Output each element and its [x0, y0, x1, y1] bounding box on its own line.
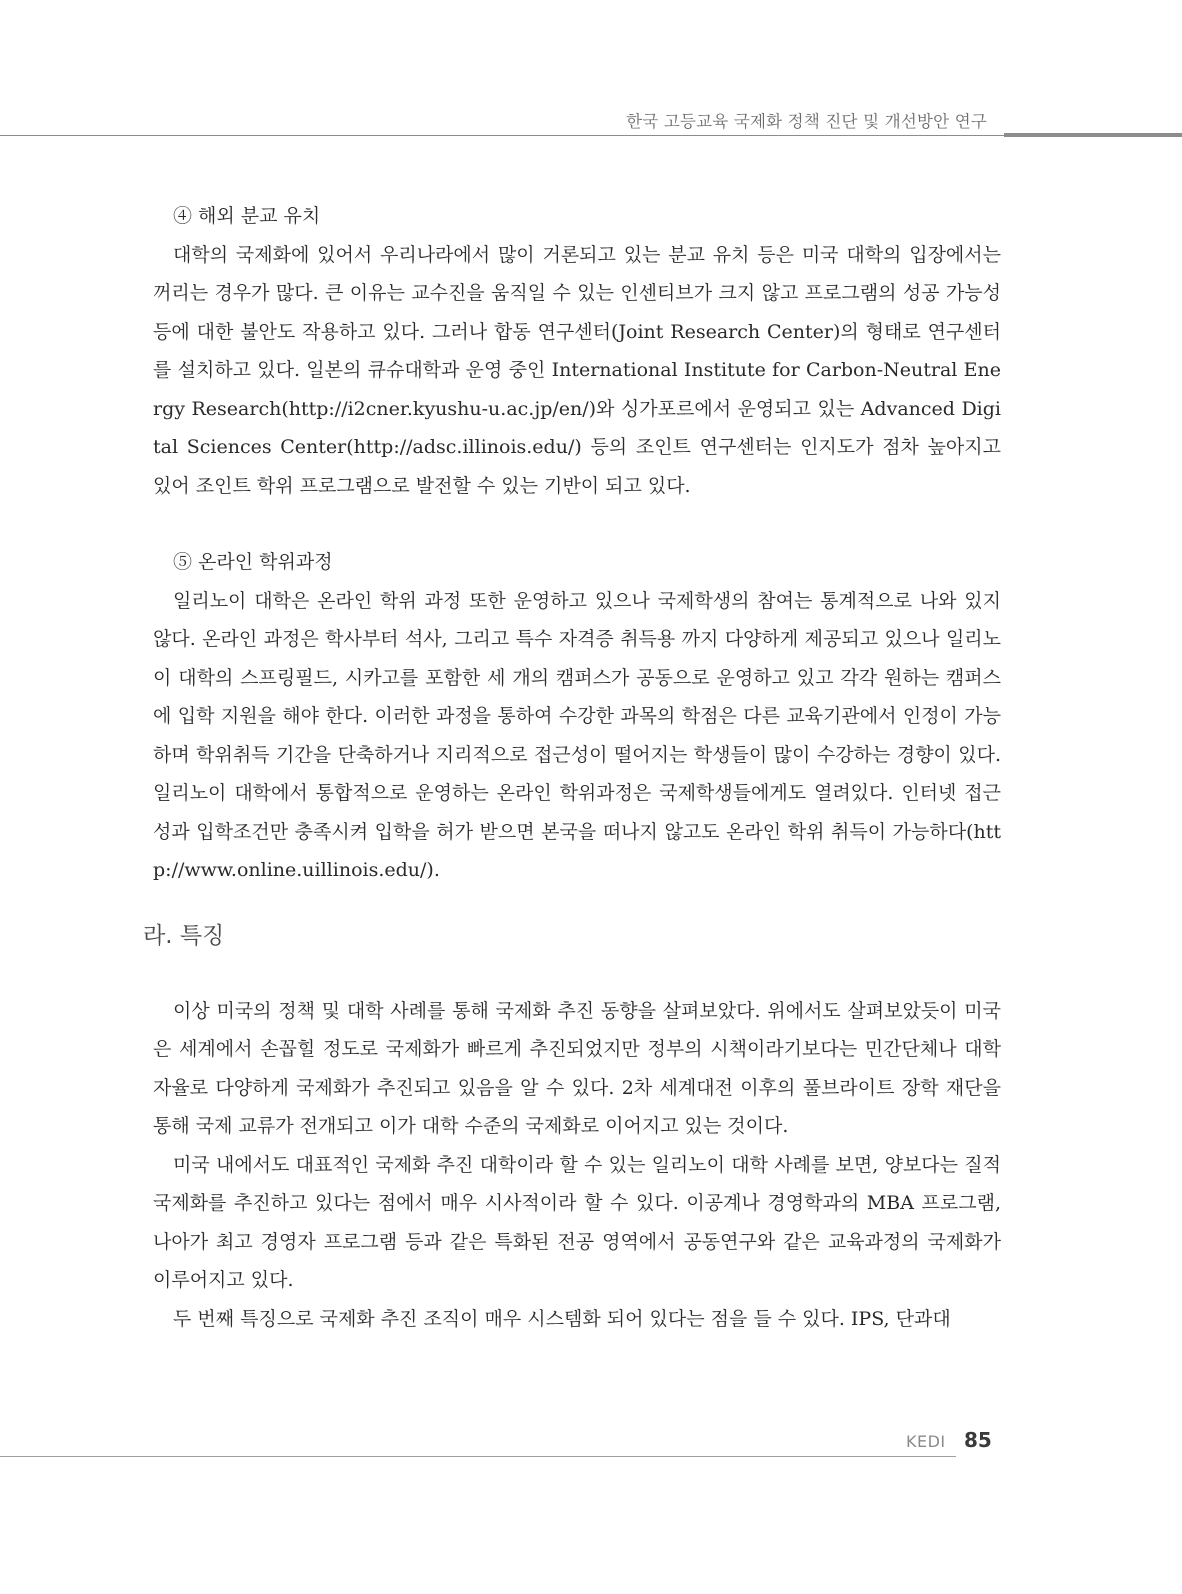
running-header-title: 한국 고등교육 국제화 정책 진단 및 개선방안 연구 [626, 112, 987, 131]
footer-publisher: KEDI [906, 1432, 946, 1451]
paragraph-overseas-campus: 대학의 국제화에 있어서 우리나라에서 많이 거론되고 있는 분교 유치 등은 미국 대학의 입장에서는 꺼리는 경우가 많다. 큰 이유는 교수진을 움직일 수 있는 인센티브가 크지 않고 프로그램의 성공 가능성 등에 대한 불안도 작용하고 있다. 그러나 합동 연구센터(Joint Research Center)의 형태로 연구센터를 설치하고 있다. 일본의 큐슈대학과 운영 중인 International Institute for Carbon-Neutral Energy Research(http://i2cner.kyushu-u.ac.jp/en/)와 싱가포르에서 운영되고 있는 Advanced Digital Sciences Center(http://adsc.illinois.edu/) 등의 조인트 연구센터는 인지도가 점차 높아지고 있어 조인트 학위 프로그램으로 발전할 수 있는 기반이 되고 있다. [153, 243, 1001, 497]
section-heading-features: 라. 특징 [143, 922, 225, 949]
page-number: 85 [964, 1428, 992, 1452]
header-divider-accent [1004, 133, 1182, 137]
paragraph-features-1: 이상 미국의 정책 및 대학 사례를 통해 국제화 추진 동향을 살펴보았다. 위에서도 살펴보았듯이 미국은 세계에서 손꼽힐 정도로 국제화가 빠르게 추진되었지만 정부의 시책이라기보다는 민간단체나 대학 자율로 다양하게 국제화가 추진되고 있음을 알 수 있다. 2차 세계대전 이후의 풀브라이트 장학 재단을 통해 국제 교류가 전개되고 이가 대학 수준의 국제화로 이어지고 있는 것이다. [153, 999, 1001, 1137]
page-body [143, 197, 1001, 1338]
header-divider [0, 135, 1004, 136]
footer-divider [0, 1456, 956, 1457]
subsection-heading-overseas-campus: ④ 해외 분교 유치 [173, 205, 321, 227]
subsection-heading-online-degree: ⑤ 온라인 학위과정 [173, 551, 333, 573]
paragraph-features-3: 두 번째 특징으로 국제화 추진 조직이 매우 시스템화 되어 있다는 점을 들 수 있다. IPS, 단과대 [173, 1307, 951, 1330]
paragraph-features-2: 미국 내에서도 대표적인 국제화 추진 대학이라 할 수 있는 일리노이 대학 사례를 보면, 양보다는 질적 국제화를 추진하고 있다는 점에서 매우 시사적이라 할 수 있다. 이공계나 경영학과의 MBA 프로그램, 나아가 최고 경영자 프로그램 등과 같은 특화된 전공 영역에서 공동연구와 같은 교육과정의 국제화가 이루어지고 있다. [153, 1153, 1001, 1291]
paragraph-online-degree: 일리노이 대학은 온라인 학위 과정 또한 운영하고 있으나 국제학생의 참여는 통계적으로 나와 있지 않다. 온라인 과정은 학사부터 석사, 그리고 특수 자격증 취득용 까지 다양하게 제공되고 있으나 일리노이 대학의 스프링필드, 시카고를 포함한 세 개의 캠퍼스가 공동으로 운영하고 있고 각각 원하는 캠퍼스에 입학 지원을 해야 한다. 이러한 과정을 통하여 수강한 과목의 학점은 다른 교육기관에서 인정이 가능하며 학위취득 기간을 단축하거나 지리적으로 접근성이 떨어지는 학생들이 많이 수강하는 경향이 있다. 일리노이 대학에서 통합적으로 운영하는 온라인 학위과정은 국제학생들에게도 열려있다. 인터넷 접근성과 입학조건만 충족시켜 입학을 허가 받으면 본국을 떠나지 않고도 온라인 학위 취득이 가능하다(http://www.online.uillinois.edu/). [153, 589, 1001, 881]
